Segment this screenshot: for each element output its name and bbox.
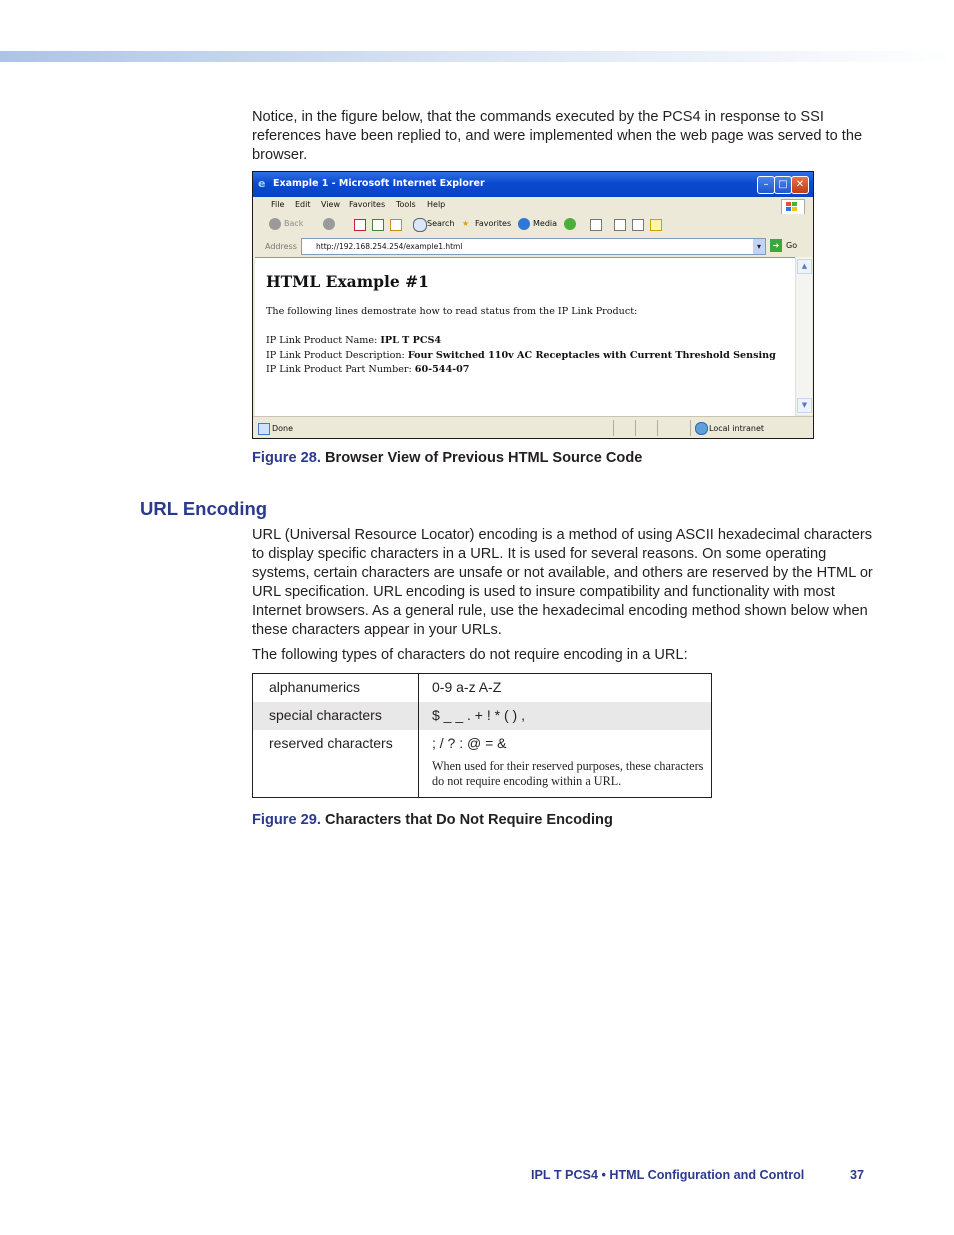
browser-menubar xyxy=(253,197,813,215)
minimize-icon[interactable]: – xyxy=(757,176,775,194)
menu-help[interactable]: Help xyxy=(427,200,446,209)
product-name-label: IP Link Product Name: xyxy=(266,335,381,346)
char-list: $ _ _ . + ! * ( ) , xyxy=(432,707,525,723)
media-button[interactable]: Media xyxy=(533,219,558,228)
browser-addressbar xyxy=(253,236,813,257)
product-part-value: 60-544-07 xyxy=(414,364,470,375)
figure-29-caption xyxy=(252,812,613,828)
edit-icon[interactable] xyxy=(632,219,644,231)
mail-icon[interactable] xyxy=(590,219,602,231)
char-type: special characters xyxy=(269,707,382,723)
scroll-up-icon[interactable]: ▲ xyxy=(797,259,812,274)
char-type: alphanumerics xyxy=(269,679,361,695)
no-encoding-intro: The following types of characters do not require encoding in a URL: xyxy=(252,647,688,663)
status-zone: Local intranet xyxy=(709,424,765,433)
address-label: Address xyxy=(265,242,297,251)
ie-icon: e xyxy=(258,177,266,190)
page-number: 37 xyxy=(850,1168,865,1182)
media-icon[interactable] xyxy=(518,218,530,230)
product-desc-value: Four Switched 110v AC Receptacles with Current Threshold Sensing xyxy=(407,350,776,361)
product-desc-line xyxy=(266,350,776,361)
scroll-down-icon[interactable]: ▼ xyxy=(797,398,812,413)
status-divider xyxy=(657,420,658,436)
search-icon[interactable] xyxy=(413,218,427,232)
status-divider xyxy=(690,420,691,436)
char-type: reserved characters xyxy=(269,735,393,751)
header-band xyxy=(0,51,954,62)
figure-29-text: Characters that Do Not Require Encoding xyxy=(325,812,613,828)
browser-viewport xyxy=(255,257,795,416)
home-icon[interactable] xyxy=(390,219,402,231)
chevron-down-icon[interactable]: ▾ xyxy=(753,239,765,254)
maximize-icon[interactable]: □ xyxy=(774,176,792,194)
menu-favorites[interactable]: Favorites xyxy=(349,200,386,209)
figure-28-text: Browser View of Previous HTML Source Code xyxy=(325,450,643,466)
product-name-line xyxy=(266,335,441,346)
page-done-icon xyxy=(258,423,270,435)
char-list: 0-9 a-z A-Z xyxy=(432,679,502,695)
menu-tools[interactable]: Tools xyxy=(396,200,416,209)
address-field[interactable] xyxy=(301,238,766,255)
go-button[interactable]: Go xyxy=(786,241,798,250)
intro-paragraph: Notice, in the figure below, that the commands executed by the PCS4 in response to SSI references have been replied to, and were implemented when the web page was served to the browser. xyxy=(252,109,863,163)
menu-file[interactable]: File xyxy=(271,200,285,209)
product-part-label: IP Link Product Part Number: xyxy=(266,364,415,375)
close-icon[interactable]: ✕ xyxy=(791,176,809,194)
windows-logo-icon xyxy=(781,199,805,215)
favorites-button[interactable]: Favorites xyxy=(475,219,512,228)
favorites-icon[interactable]: ★ xyxy=(462,219,470,228)
go-arrow-icon[interactable]: ➜ xyxy=(770,239,782,252)
forward-icon[interactable] xyxy=(323,218,335,230)
section-heading: URL Encoding xyxy=(140,498,268,519)
figure-29-number: Figure 29. xyxy=(252,812,321,828)
figure-28-caption xyxy=(252,450,642,466)
url-encoding-paragraph: URL (Universal Resource Locator) encoding is a method of using ASCII hexadecimal characters to display specific characters in a URL. It is used for several reasons. On some operating systems, certain characters are unsafe or not available, and others are reserved by the HTML or URL specification. URL encoding is used to insure compatibility and functionality with most Internet browsers. As a general rule, use the hexadecimal encoding method shown below when these characters appear in your URLs. xyxy=(252,527,873,638)
encoding-table xyxy=(252,673,712,798)
browser-statusbar xyxy=(253,416,813,439)
menu-view[interactable]: View xyxy=(321,200,340,209)
vertical-scrollbar[interactable] xyxy=(795,257,812,415)
product-part-line xyxy=(266,364,470,375)
menu-edit[interactable]: Edit xyxy=(295,200,311,209)
status-divider xyxy=(635,420,636,436)
browser-titlebar xyxy=(253,172,813,197)
browser-screenshot xyxy=(252,171,814,439)
search-button[interactable]: Search xyxy=(427,219,455,228)
reserved-note: When used for their reserved purposes, these characters do not require encoding within a URL. xyxy=(432,759,704,788)
address-url: http://192.168.254.254/example1.html xyxy=(316,242,463,251)
product-name-value: IPL T PCS4 xyxy=(380,335,442,346)
page-heading: HTML Example #1 xyxy=(266,272,429,291)
stop-icon[interactable] xyxy=(354,219,366,231)
table-row xyxy=(253,702,711,730)
page-intro: The following lines demostrate how to read status from the IP Link Product: xyxy=(266,306,638,317)
history-icon[interactable] xyxy=(564,218,576,230)
refresh-icon[interactable] xyxy=(372,219,384,231)
char-list: ; / ? : @ = & xyxy=(432,735,507,751)
browser-toolbar xyxy=(253,214,813,237)
status-done: Done xyxy=(272,424,294,433)
back-icon[interactable] xyxy=(269,218,281,230)
intranet-icon xyxy=(695,422,708,435)
figure-28-number: Figure 28. xyxy=(252,450,321,466)
browser-title: Example 1 - Microsoft Internet Explorer xyxy=(273,178,485,189)
back-button[interactable]: Back xyxy=(284,219,304,228)
table-row xyxy=(253,674,711,702)
status-divider xyxy=(613,420,614,436)
product-desc-label: IP Link Product Description: xyxy=(266,350,408,361)
print-icon[interactable] xyxy=(614,219,626,231)
column-divider xyxy=(418,674,419,797)
footer-text: IPL T PCS4 • HTML Configuration and Control xyxy=(531,1168,805,1182)
discuss-icon[interactable] xyxy=(650,219,662,231)
